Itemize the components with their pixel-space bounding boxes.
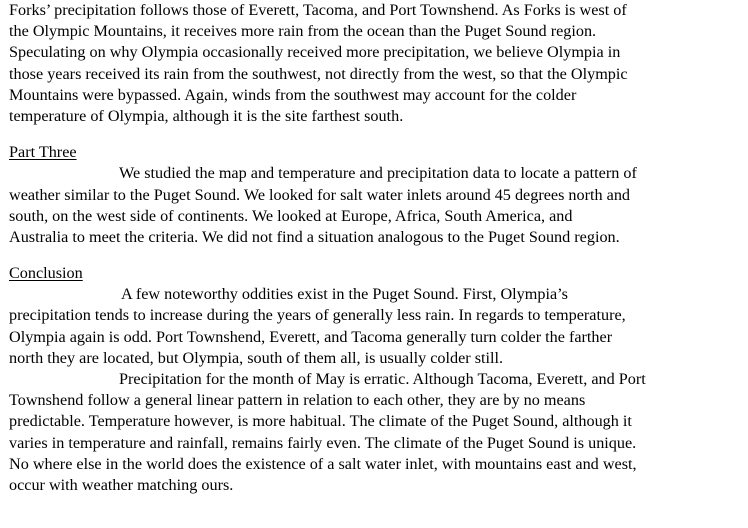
text-line: varies in temperature and rainfall, remains fairly even. The climate of the Puget Sound is unique. <box>9 433 637 452</box>
text-line: south, on the west side of continents. We looked at Europe, Africa, South America, and <box>9 206 573 225</box>
text-line: temperature of Olympia, although it is the site farthest south. <box>9 106 404 125</box>
text-line: those years received its rain from the southwest, not directly from the west, so that the Olympic <box>9 64 628 83</box>
text-line: predictable. Temperature however, is more habitual. The climate of the Puget Sound, although it <box>9 412 632 431</box>
part-three-heading-line <box>9 142 748 163</box>
text-line: north they are located, but Olympia, south of them all, is usually colder still. <box>9 348 504 367</box>
text-line: We studied the map and temperature and precipitation data to locate a pattern of <box>119 164 637 183</box>
text-line: Olympia again is odd. Port Townshend, Everett, and Tacoma generally turn colder the farther <box>9 327 613 346</box>
text-line: Townshend follow a general linear pattern in relation to each other, they are by no means <box>9 391 586 410</box>
text-line: precipitation tends to increase during the years of generally less rain. In regards to temperature, <box>9 306 626 325</box>
text-line: the Olympic Mountains, it receives more rain from the ocean than the Puget Sound region. <box>9 22 597 41</box>
spacer <box>9 248 748 263</box>
text-line: occur with weather matching ours. <box>9 475 234 494</box>
text-line: Precipitation for the month of May is erratic. Although Tacoma, Everett, and Port <box>119 370 646 388</box>
intro-paragraph <box>9 0 748 127</box>
conclusion-section <box>9 263 748 496</box>
part-three-section <box>9 142 748 248</box>
conclusion-heading-line <box>9 263 748 284</box>
conclusion-heading: Conclusion <box>9 264 83 283</box>
text-line: No where else in the world does the existence of a salt water inlet, with mountains east and west, <box>9 454 637 473</box>
text-line: Forks’ precipitation follows those of Everett, Tacoma, and Port Townshend. As Forks is west of <box>9 1 627 19</box>
text-line: Australia to meet the criteria. We did not find a situation analogous to the Puget Sound region. <box>9 227 620 246</box>
text-line: A few noteworthy oddities exist in the Puget Sound. First, Olympia’s <box>121 285 568 304</box>
spacer <box>9 127 748 142</box>
text-line: Speculating on why Olympia occasionally received more precipitation, we believe Olympia in <box>9 43 621 62</box>
text-line: weather similar to the Puget Sound. We looked for salt water inlets around 45 degrees north and <box>9 185 631 204</box>
part-three-heading: Part Three <box>9 143 77 162</box>
text-line: Mountains were bypassed. Again, winds from the southwest may account for the colder <box>9 85 577 104</box>
